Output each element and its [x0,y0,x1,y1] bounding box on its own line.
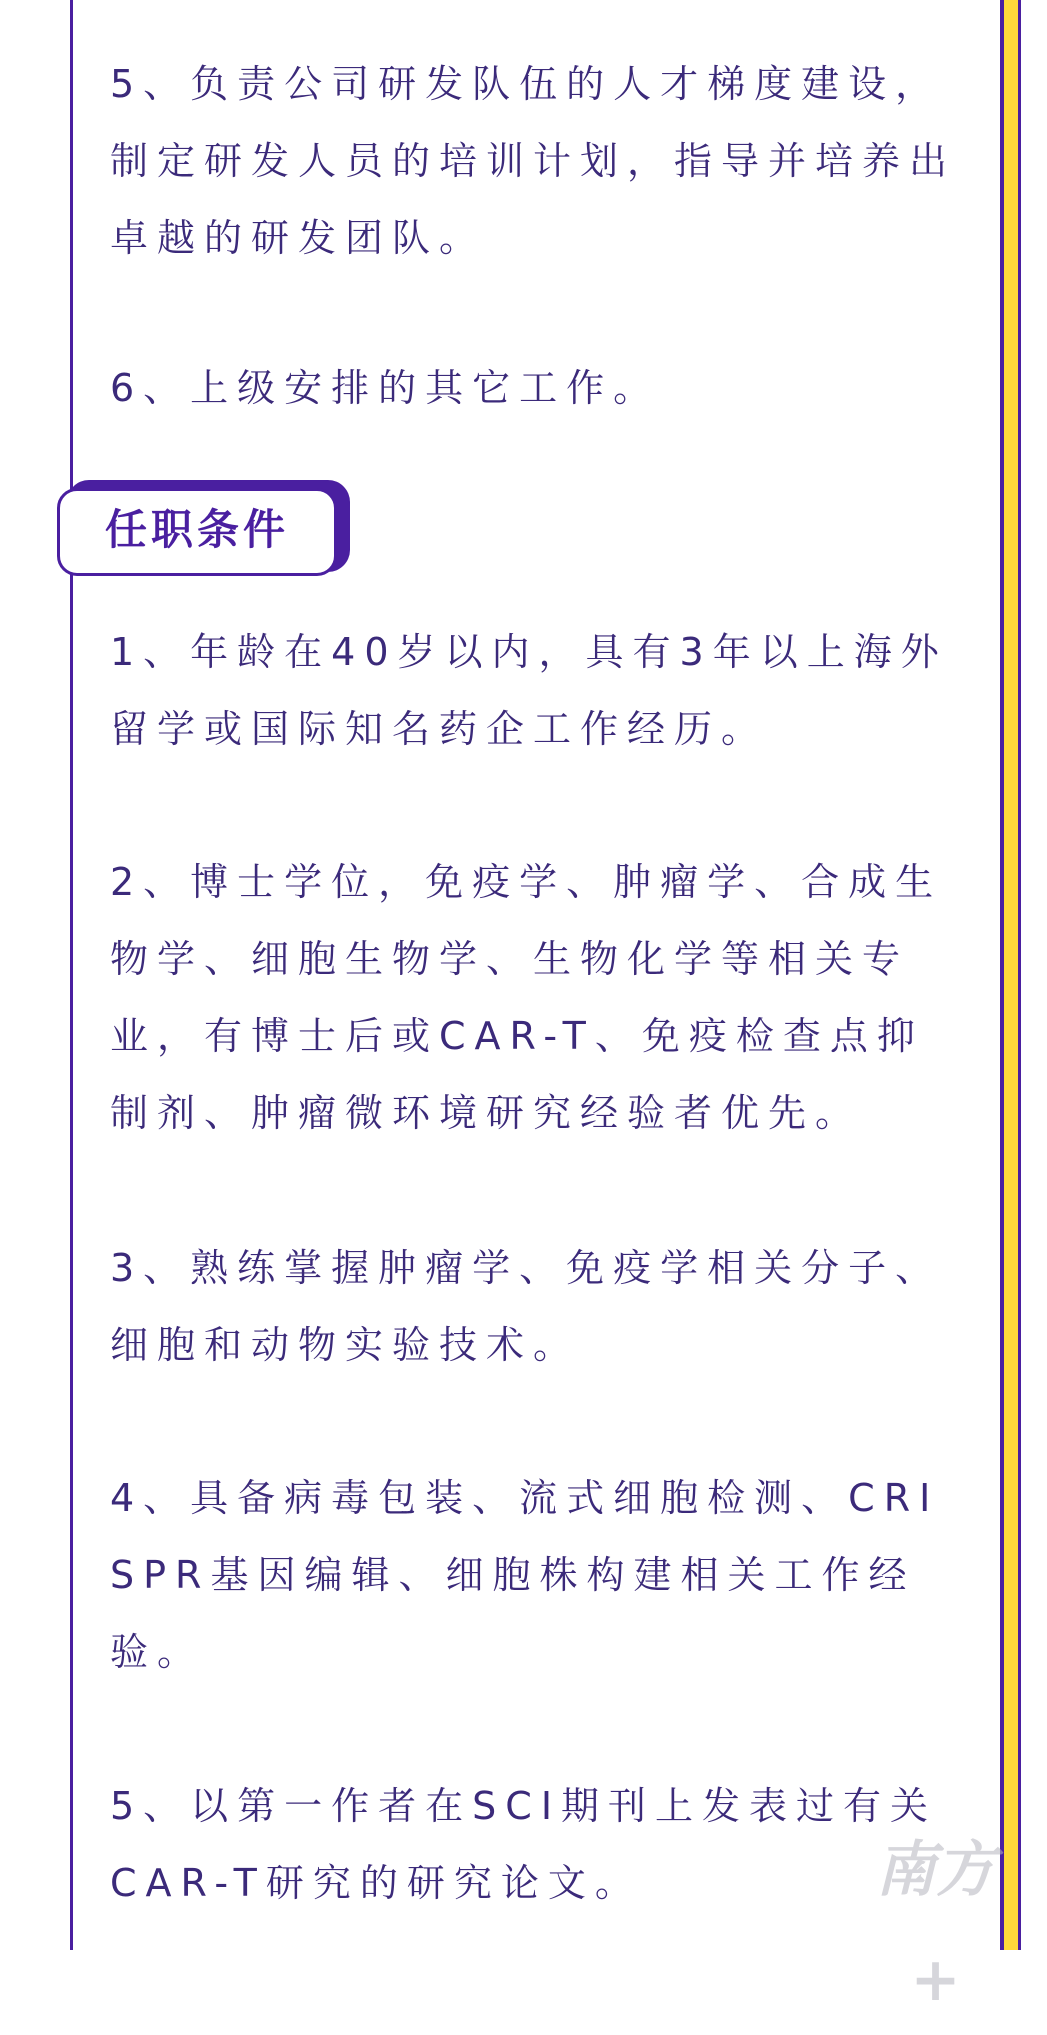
watermark-logo: 南方+ [875,1835,996,2015]
duty-item-6: 6、上级安排的其它工作。 [110,366,661,410]
section-header-requirements [57,480,352,580]
section-title: 任职条件 [105,505,290,554]
duty-item-5: 5、负责公司研发队伍的人才梯度建设，制定研发人员的培训计划，指导并培养出卓越的研发团队。 [110,62,957,260]
requirement-item-5: 5、以第一作者在SCI期刊上发表过有关CAR-T研究的研究论文。 [110,1784,938,1905]
requirement-item-3: 3、熟练掌握肿瘤学、免疫学相关分子、细胞和动物实验技术。 [110,1246,943,1367]
requirement-item-4: 4、具备病毒包装、流式细胞检测、CRISPR基因编辑、细胞株构建相关工作经验。 [110,1476,940,1674]
frame-accent-bar [1004,0,1018,1950]
frame-right-outer-border [1018,0,1021,1950]
requirement-item-2: 2、博士学位，免疫学、肿瘤学、合成生物学、细胞生物学、生物化学等相关专业，有博士后或CAR-T、免疫检查点抑制剂、肿瘤微环境研究经验者优先。 [110,860,943,1135]
requirement-item-1: 1、年龄在40岁以内，具有3年以上海外留学或国际知名药企工作经历。 [110,630,948,751]
frame-left-border [70,0,73,1950]
